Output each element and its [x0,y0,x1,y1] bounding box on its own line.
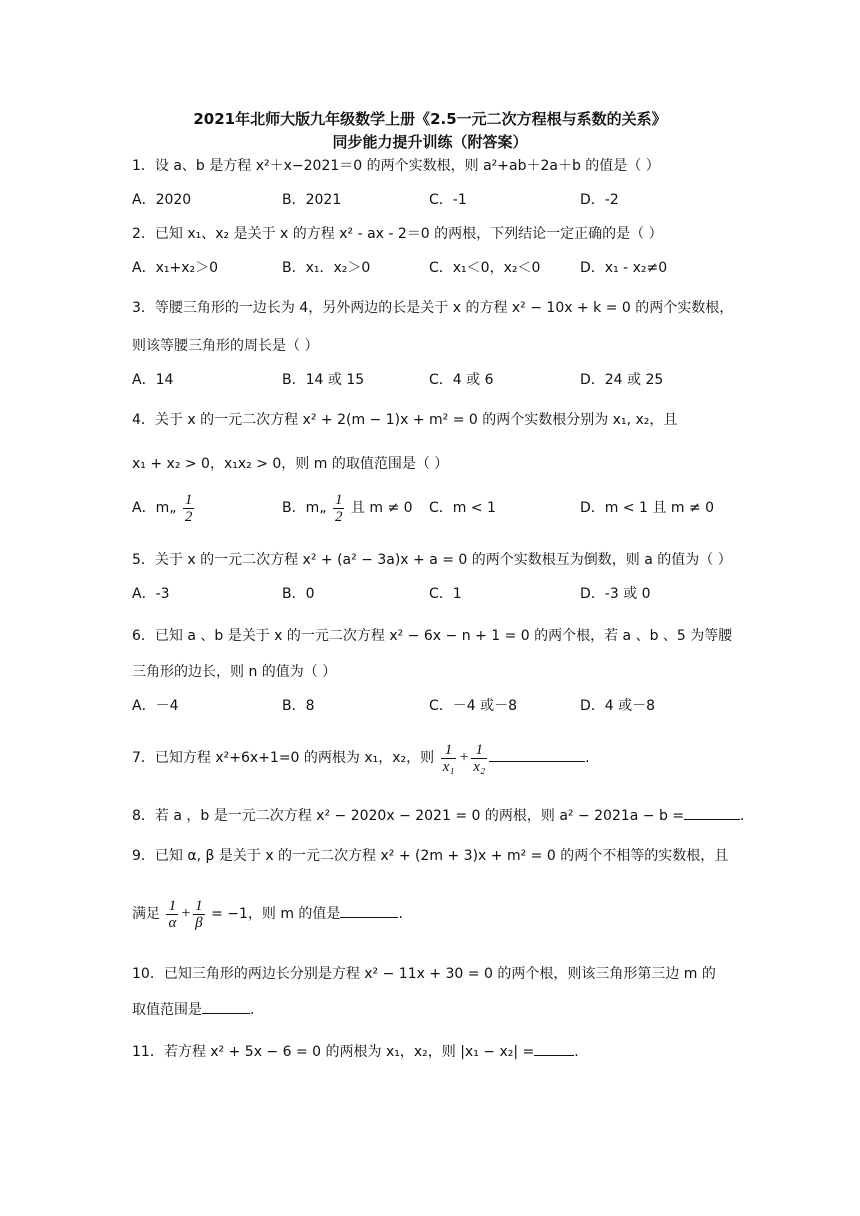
question-3-text: 3．等腰三角形的一边长为 4，另外两边的长是关于 x 的方程 x² − 10x + k = 0 的两个实数根， [132,300,734,316]
answer-blank [534,1055,574,1056]
question-1-option-c: C．-1 [429,192,467,208]
question-4-option-b-label: B．m„ [282,500,327,516]
question-7-text [132,740,590,776]
question-4-text: 4．关于 x 的一元二次方程 x² + 2(m − 1)x + m² = 0 的两个实数根分别为 x₁, x₂，且 [132,412,678,428]
question-5-option-c: C．1 [429,586,462,602]
fraction-numerator: 1 [166,898,178,915]
question-2-option-c: C．x₁＜0，x₂＜0 [429,260,541,276]
question-7-end: . [585,750,590,766]
question-7-fraction-2 [471,742,487,775]
question-9-prefix: 满足 [132,906,160,922]
answer-blank [684,819,740,820]
question-1-options [132,190,732,210]
answer-blank [202,1013,250,1014]
half-fraction [183,492,195,525]
question-3-option-b: B．14 或 15 [282,372,365,388]
worksheet-title: 2021年北师大版九年级数学上册《2.5一元二次方程根与系数的关系》 [193,110,667,128]
fraction-denominator: x₂ [473,758,486,775]
question-5-option-b: B．0 [282,586,315,602]
question-2-option-b: B．x₁．x₂＞0 [282,260,371,276]
question-6-option-c: C．－4 或－8 [429,698,518,714]
question-10-text-cont [132,1000,254,1020]
question-6-options [132,696,732,716]
question-9-text-cont [132,894,403,934]
fraction-numerator: 1 [334,491,343,508]
question-6-text-cont: 三角形的边长，则 n 的值为（ ） [132,664,337,680]
fraction-denominator: 2 [184,508,193,525]
fraction-denominator: β [195,914,203,931]
question-3-option-d: D．24 或 25 [580,372,664,388]
plus-sign: + [180,905,192,922]
question-5-options [132,584,732,604]
question-5-option-a: A．-3 [132,586,170,602]
question-4-option-b-tail: 且 m ≠ 0 [350,500,413,516]
question-10-end: . [250,1002,255,1018]
fraction-numerator: 1 [195,897,203,914]
question-6-option-b: B．8 [282,698,315,714]
question-7-prefix: 7．已知方程 x²+6x+1=0 的两根为 x₁，x₂，则 [132,750,435,766]
question-9-fraction-beta [193,898,205,931]
question-4-option-b [282,490,413,526]
question-3-options [132,370,732,390]
question-2-option-a: A．x₁+x₂＞0 [132,260,219,276]
question-2-options [132,258,732,278]
question-9-text: 9．已知 α, β 是关于 x 的一元二次方程 x² + (2m + 3)x + m² = 0 的两个不相等的实数根，且 [132,848,729,864]
question-9-fraction-alpha [166,898,178,931]
question-4-text-cont: x₁ + x₂ > 0，x₁x₂ > 0，则 m 的取值范围是（ ） [132,456,449,472]
question-7-fraction-1 [441,742,457,775]
fraction-numerator: 1 [471,742,487,759]
question-1-option-b: B．2021 [282,192,342,208]
question-9-mid: = −1，则 m 的值是 [211,906,341,922]
question-8-text [132,806,745,826]
fraction-denominator: 2 [334,508,343,525]
fraction-numerator: 1 [441,742,457,759]
plus-sign: + [458,749,470,766]
question-4-option-d: D．m < 1 且 m ≠ 0 [580,500,715,516]
question-10-body: 取值范围是 [132,1002,202,1018]
question-3-option-a: A．14 [132,372,174,388]
question-5-text: 5．关于 x 的一元二次方程 x² + (a² − 3a)x + a = 0 的两个实数根互为倒数，则 a 的值为（ ） [132,552,732,568]
question-4-option-a-label: A．m„ [132,500,177,516]
question-4-option-a [132,490,196,526]
question-9-end: . [398,906,403,922]
question-3-option-c: C．4 或 6 [429,372,494,388]
question-8-end: . [740,808,745,824]
question-6-option-d: D．4 或－8 [580,698,656,714]
question-6-text: 6．已知 a 、b 是关于 x 的一元二次方程 x² − 6x − n + 1 = 0 的两个根，若 a 、b 、5 为等腰 [132,628,733,644]
question-10-text: 10．已知三角形的两边长分别是方程 x² − 11x + 30 = 0 的两个根，则该三角形第三边 m 的 [132,966,716,982]
question-1-option-d: D．-2 [580,192,619,208]
worksheet-subtitle: 同步能力提升训练（附答案） [332,133,528,151]
fraction-numerator: 1 [184,491,193,508]
question-4-option-c: C．m < 1 [429,500,496,516]
question-8-body: 8．若 a ，b 是一元二次方程 x² − 2020x − 2021 = 0 的两根，则 a² − 2021a − b = [132,808,685,824]
question-1-text: 1．设 a、b 是方程 x²＋x−2021＝0 的两个实数根，则 a²+ab＋2a＋b 的值是（ ） [132,158,660,174]
question-4-options [132,490,732,526]
question-11-body: 11．若方程 x² + 5x − 6 = 0 的两根为 x₁，x₂，则 |x₁ − x₂| = [132,1044,535,1060]
question-3-text-cont: 则该等腰三角形的周长是（ ） [132,338,319,354]
question-6-option-a: A．－4 [132,698,179,714]
answer-blank [340,917,398,918]
question-11-text [132,1042,579,1062]
question-2-text: 2．已知 x₁、x₂ 是关于 x 的方程 x² - ax - 2＝0 的两根，下列结论一定正确的是（ ） [132,226,663,242]
answer-blank [489,761,585,762]
half-fraction [333,492,345,525]
fraction-denominator: α [168,914,177,931]
question-5-option-d: D．-3 或 0 [580,586,651,602]
fraction-denominator: x₁ [442,758,455,775]
question-11-end: . [574,1044,579,1060]
question-2-option-d: D．x₁ - x₂≠0 [580,260,668,276]
question-1-option-a: A．2020 [132,192,192,208]
